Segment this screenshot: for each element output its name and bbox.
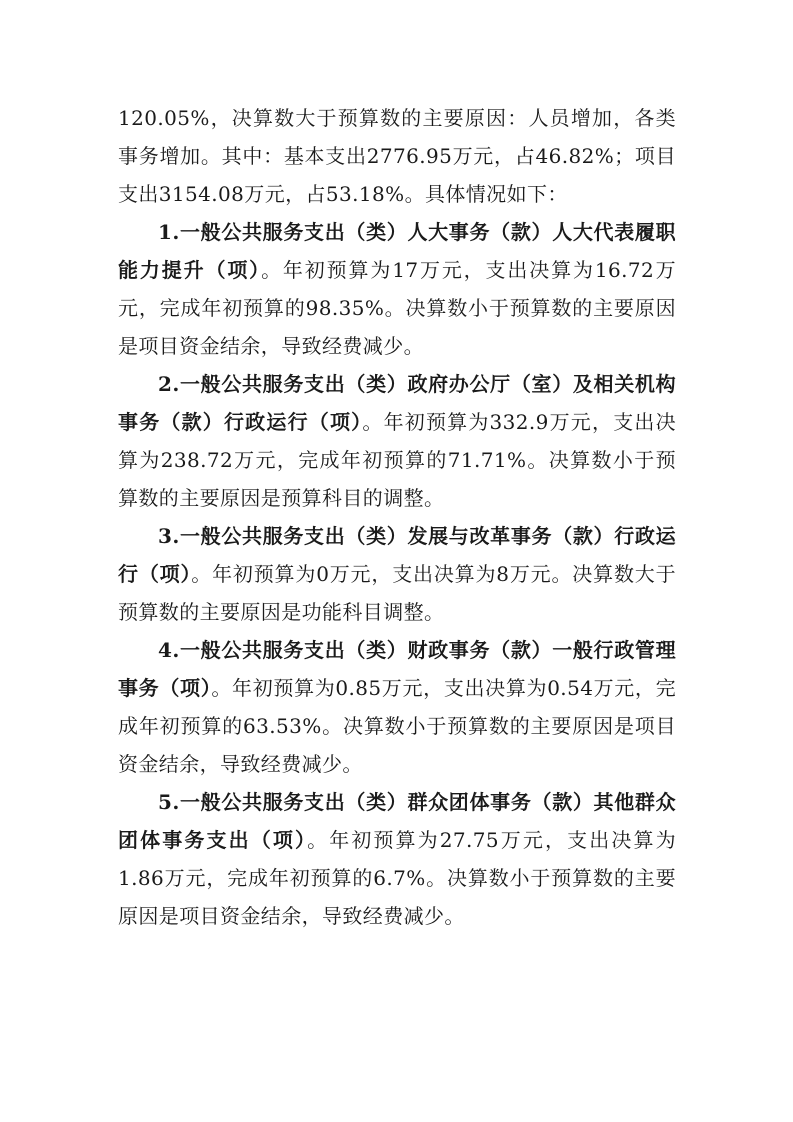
budget-item-4-heading: 4.一般公共服务支出（类）财政事务（款）一般行政管理事务（项） [118,638,676,700]
budget-item-4-text: 。年初预算为0.85万元，支出决算为0.54万元，完成年初预算的63.53%。决算数小于预算数的主要原因是项目资金结余，导致经费减少。 [118,676,677,776]
budget-item-1-heading: 1.一般公共服务支出（类）人大事务（款）人大代表履职能力提升（项） [118,220,676,282]
paragraph-text: 120.05%，决算数大于预算数的主要原因：人员增加，各类事务增加。其中：基本支出2776.95万元，占46.82%；项目支出3154.08万元，占53.18%。具体情况如下： [118,106,676,206]
budget-item-3-paragraph [118,517,676,631]
budget-item-3-text: 。年初预算为0万元，支出决算为8万元。决算数大于预算数的主要原因是功能科目调整。 [118,562,676,624]
budget-item-1-paragraph [118,213,676,365]
budget-item-5-heading: 5.一般公共服务支出（类）群众团体事务（款）其他群众团体事务支出（项） [118,790,676,852]
budget-item-2-heading: 2.一般公共服务支出（类）政府办公厅（室）及相关机构事务（款）行政运行（项） [118,372,676,434]
budget-item-5-text: 。年初预算为27.75万元，支出决算为1.86万元，完成年初预算的6.7%。决算数小于预算数的主要原因是项目资金结余，导致经费减少。 [118,828,676,928]
budget-item-2-text: 。年初预算为332.9万元，支出决算为238.72万元，完成年初预算的71.71%。决算数小于预算数的主要原因是预算科目的调整。 [118,410,676,510]
budget-item-2-paragraph [118,365,676,517]
budget-item-5-paragraph [118,783,676,935]
budget-item-3-heading: 3.一般公共服务支出（类）发展与改革事务（款）行政运行（项） [118,524,676,586]
intro-paragraph [118,99,676,213]
budget-item-4-paragraph [118,631,676,783]
document-body [118,99,676,935]
budget-item-1-text: 。年初预算为17万元，支出决算为16.72万元，完成年初预算的98.35%。决算数小于预算数的主要原因是项目资金结余，导致经费减少。 [118,258,676,358]
